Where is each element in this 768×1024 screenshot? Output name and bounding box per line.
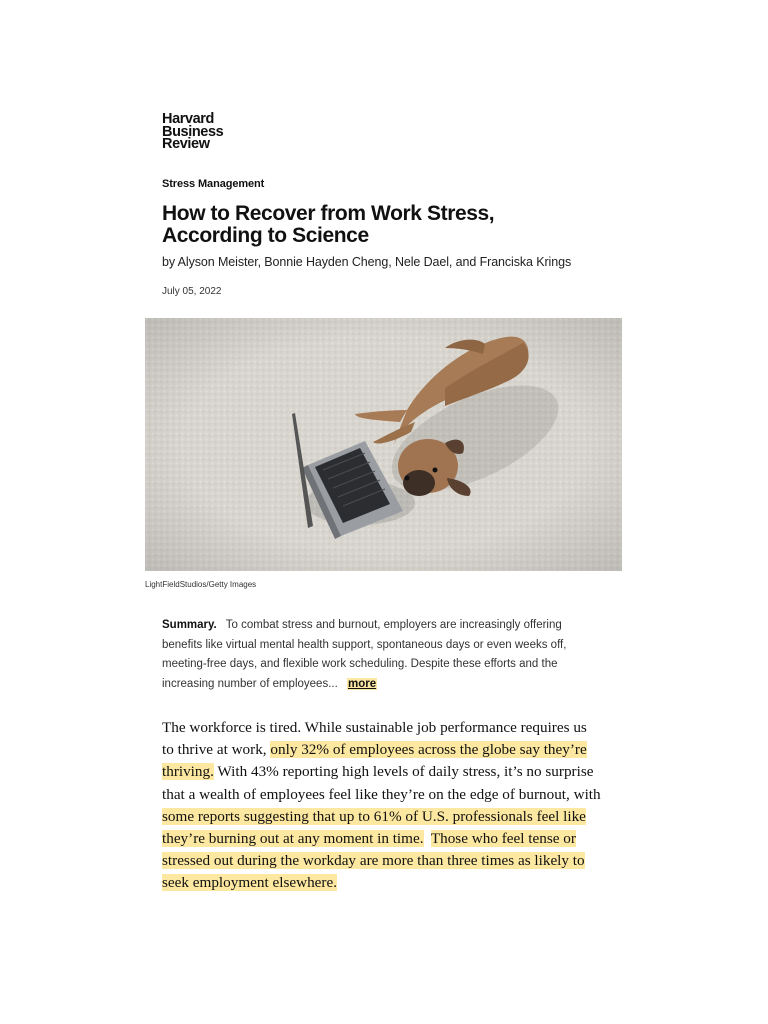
hbr-logo[interactable] [162, 113, 223, 151]
logo-line-2: Business [162, 123, 224, 140]
more-link[interactable]: more [348, 677, 377, 690]
image-credit: LightFieldStudios/Getty Images [145, 580, 257, 589]
article-title: How to Recover from Work Stress, According to Science [162, 202, 495, 247]
article-summary [162, 616, 602, 694]
highlighted-text[interactable]: Those who feel tense or stressed out during the workday are more than three times as likely to seek employment elsewhere. [162, 830, 585, 892]
publish-date: July 05, 2022 [162, 286, 222, 297]
highlighted-text[interactable]: some reports suggesting that up to 61% of U.S. professionals feel like they’re burning out at any moment in time. [162, 807, 586, 848]
body-segment: With 43% reporting high levels of daily stress, it’s no surprise that a wealth of employees feel like they’re on the edge of burnout, with [162, 763, 601, 803]
body-segment [424, 830, 431, 847]
logo-line-1: Harvard [162, 111, 215, 127]
byline: by Alyson Meister, Bonnie Hayden Cheng, Nele Dael, and Franciska Krings [162, 255, 572, 269]
hero-image [145, 318, 622, 571]
topic-link[interactable]: Stress Management [162, 178, 265, 190]
summary-label: Summary. [162, 619, 217, 631]
summary-text: To combat stress and burnout, employers are increasingly offering benefits like virtual mental health support, spontaneous days or even weeks off, meeting-free days, and flexible work scheduling. Despite these efforts and the increasing number of employees... [162, 619, 567, 690]
highlighted-text[interactable]: only 32% of employees across the globe say they’re thriving. [162, 741, 587, 781]
logo-line-3: Review [162, 136, 210, 152]
body-segment: The workforce is tired. While sustainable job performance requires us to thrive at work, [162, 719, 587, 759]
article-body [162, 717, 602, 895]
